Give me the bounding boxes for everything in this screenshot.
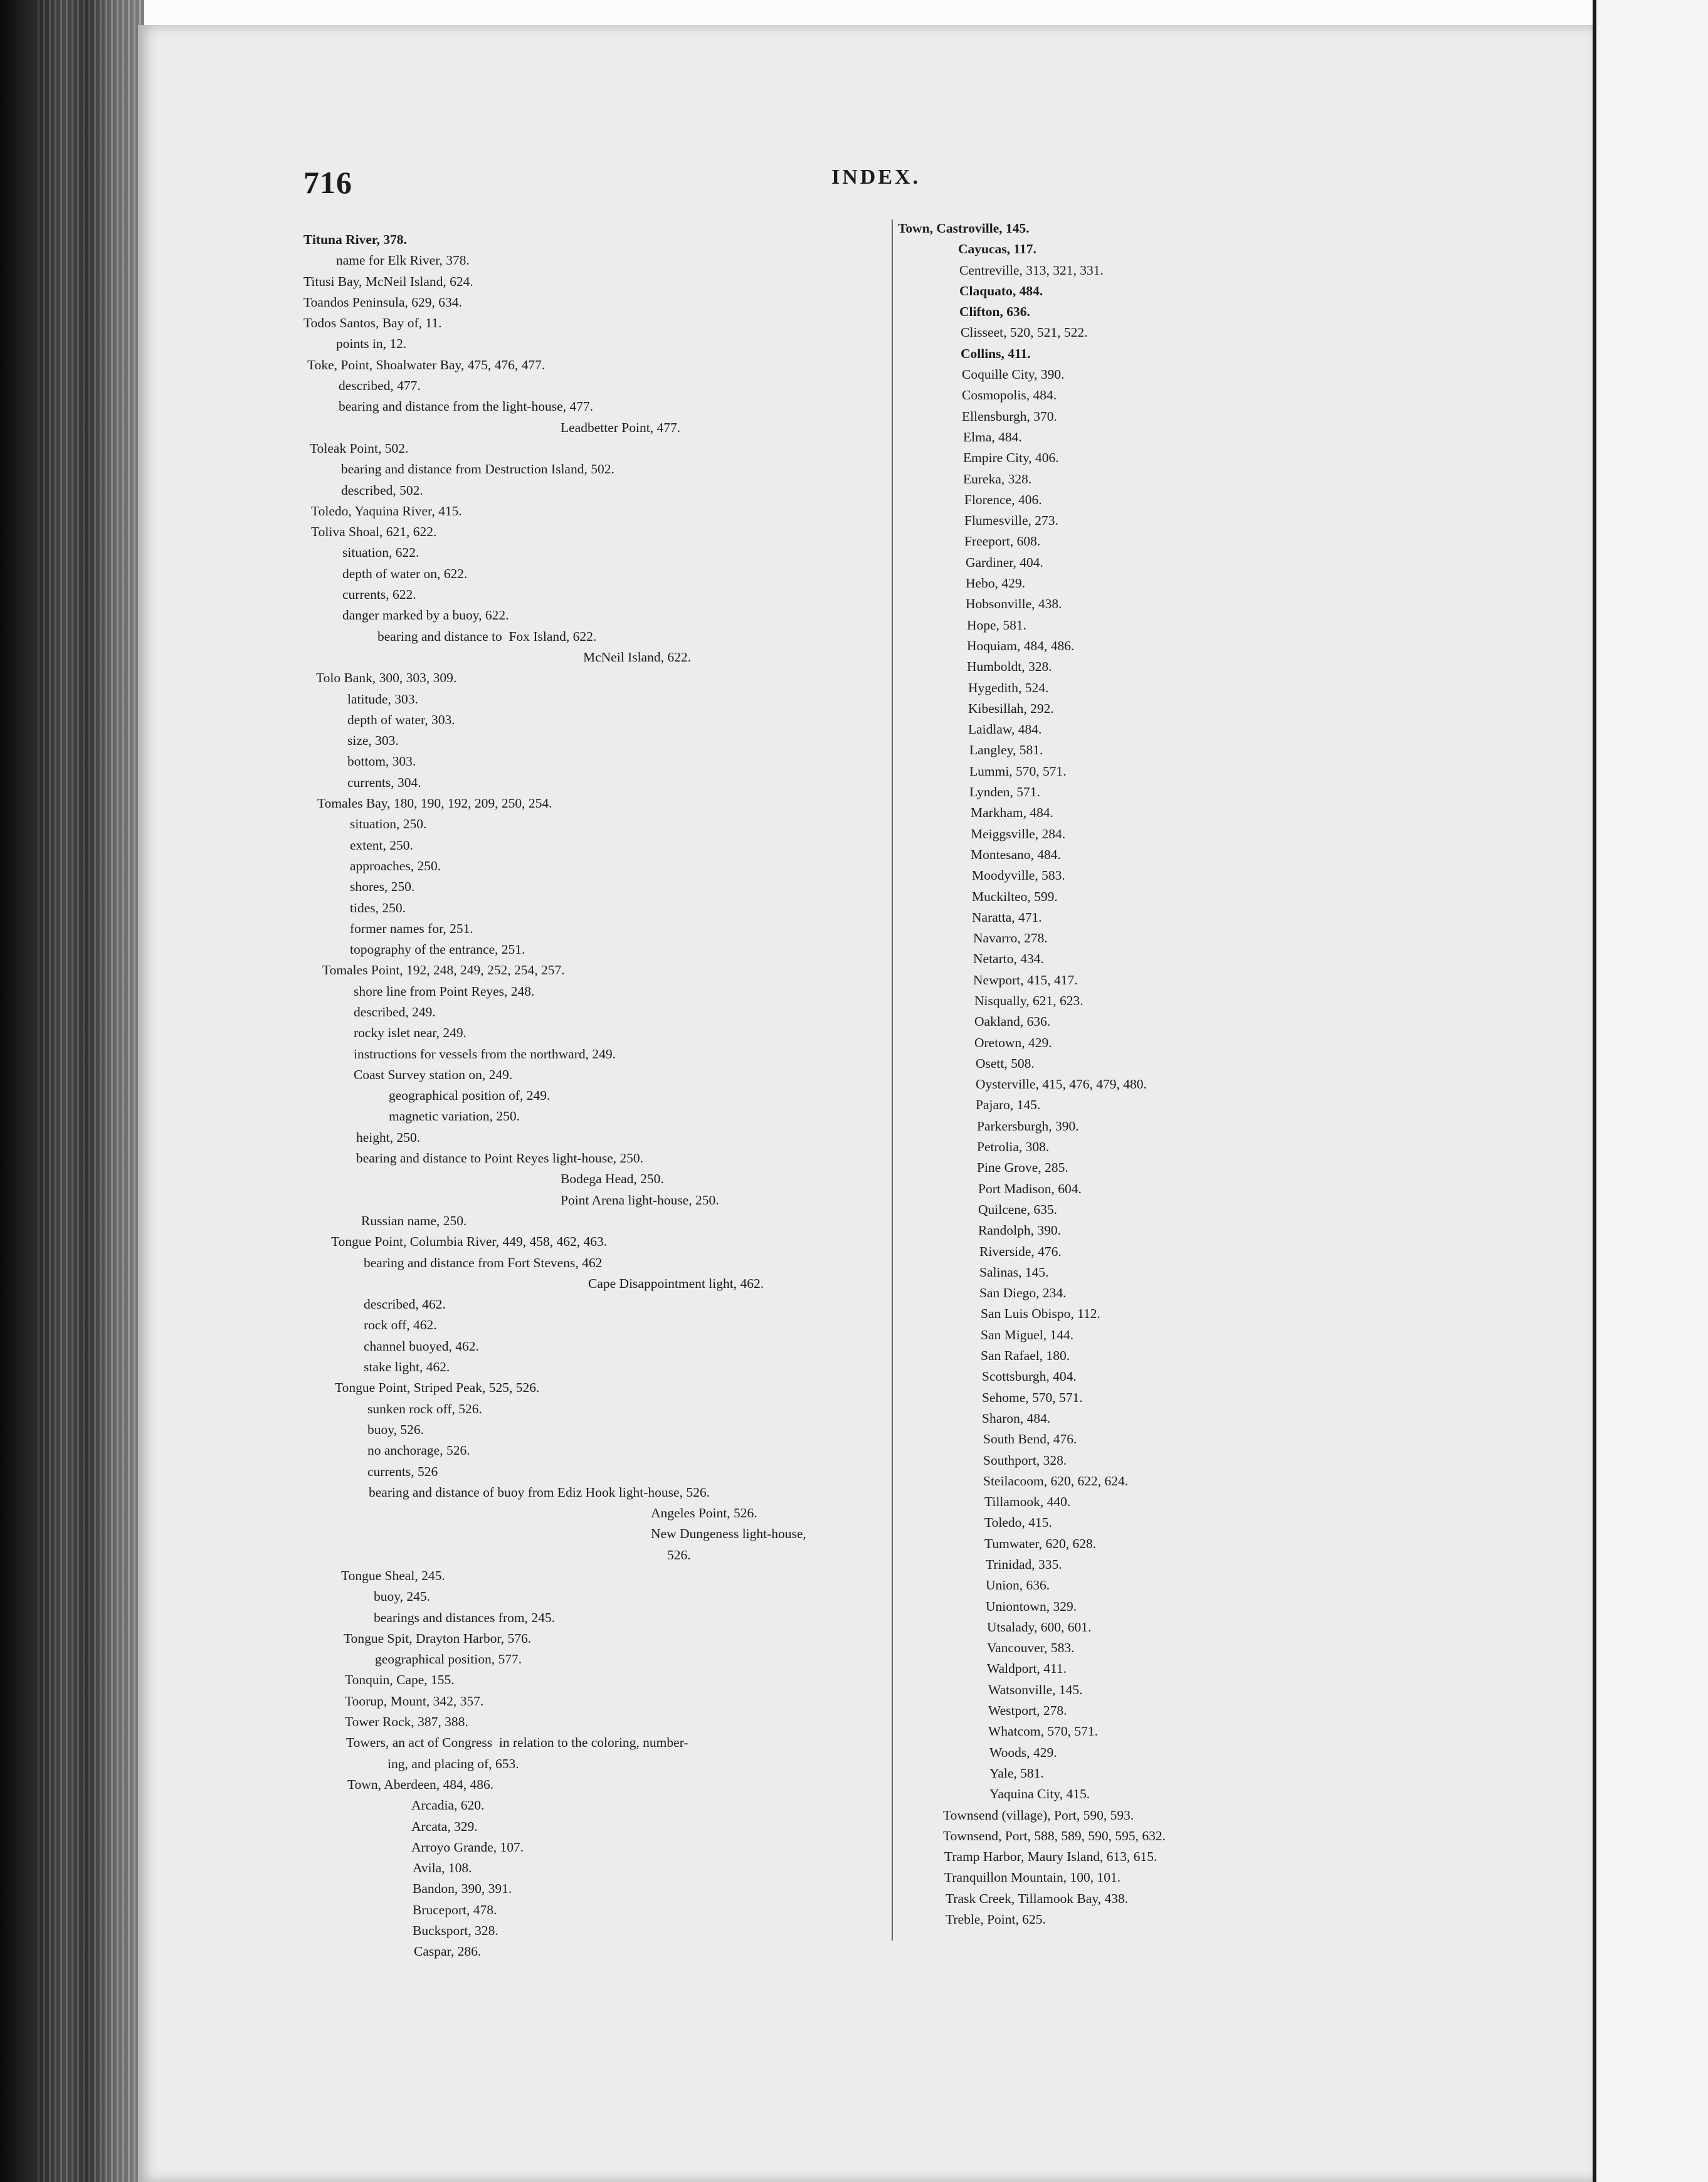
index-entry: Townsend, Port, 588, 589, 590, 595, 632. [943, 1828, 1166, 1843]
index-entry: Tituna River, 378. [303, 232, 407, 247]
index-entry: Bandon, 390, 391. [413, 1881, 512, 1897]
index-entry: Salinas, 145. [979, 1264, 1049, 1280]
index-entry: bearing and distance to Fox Island, 622. [377, 628, 597, 644]
index-entry: depth of water on, 622. [342, 566, 468, 581]
index-entry: Whatcom, 570, 571. [988, 1724, 1098, 1739]
index-entry: 526. [667, 1547, 691, 1563]
index-entry: extent, 250. [350, 837, 413, 853]
index-entry: Trask Creek, Tillamook Bay, 438. [946, 1890, 1129, 1906]
index-entry: rocky islet near, 249. [354, 1025, 467, 1041]
index-entry: Port Madison, 604. [978, 1181, 1082, 1196]
index-entry: Tumwater, 620, 628. [984, 1536, 1097, 1551]
index-entry: Florence, 406. [964, 492, 1042, 507]
index-entry: Naratta, 471. [972, 909, 1042, 925]
index-entry: Toledo, Yaquina River, 415. [311, 503, 462, 519]
index-entry: bearing and distance from the light-house, 477. [339, 399, 594, 414]
index-entry: San Luis Obispo, 112. [981, 1306, 1100, 1322]
index-entry: Oretown, 429. [974, 1035, 1052, 1050]
index-entry: Todos Santos, Bay of, 11. [303, 315, 442, 331]
index-entry: stake light, 462. [364, 1359, 450, 1375]
index-entry: Freeport, 608. [964, 534, 1041, 549]
index-entry: Sharon, 484. [982, 1410, 1051, 1426]
index-entry: buoy, 245. [374, 1589, 430, 1605]
index-entry: Caspar, 286. [414, 1944, 482, 1959]
index-entry: Hebo, 429. [966, 576, 1025, 591]
index-entry: bearing and distance from Destruction Island, 502. [341, 461, 614, 477]
index-entry: Flumesville, 273. [964, 513, 1058, 529]
page-top-margin [138, 0, 1593, 25]
index-entry: points in, 12. [336, 336, 407, 352]
index-entry: Empire City, 406. [963, 450, 1059, 466]
index-entry: Yaquina City, 415. [989, 1786, 1090, 1802]
index-entry: Angeles Point, 526. [651, 1505, 757, 1521]
index-entry: instructions for vessels from the northward, 249. [354, 1046, 616, 1062]
index-entry: bottom, 303. [347, 754, 416, 769]
index-entry: Pine Grove, 285. [977, 1160, 1068, 1176]
index-entry: Lynden, 571. [969, 784, 1040, 800]
index-entry: Clifton, 636. [959, 304, 1030, 320]
index-entry: shore line from Point Reyes, 248. [354, 983, 535, 999]
index-entry: Tomales Bay, 180, 190, 192, 209, 250, 254. [317, 796, 552, 811]
index-entry: bearings and distances from, 245. [374, 1610, 555, 1625]
index-entry: Arcata, 329. [411, 1818, 478, 1834]
index-entry: Gardiner, 404. [966, 554, 1043, 570]
index-entry: Toandos Peninsula, 629, 634. [303, 294, 462, 310]
index-entry: size, 303. [347, 733, 399, 749]
column-divider [892, 219, 893, 1941]
index-entry: Cayucas, 117. [958, 241, 1036, 257]
index-entry: Leadbetter Point, 477. [561, 419, 681, 435]
index-entry: described, 502. [341, 482, 423, 498]
index-entry: Woods, 429. [989, 1744, 1057, 1760]
book-page-edges [38, 0, 144, 2182]
index-entry: Eureka, 328. [963, 471, 1032, 487]
index-entry: ing, and placing of, 653. [387, 1756, 519, 1771]
index-entry: Randolph, 390. [978, 1223, 1061, 1238]
index-entry: Coast Survey station on, 249. [354, 1067, 513, 1082]
index-entry: Townsend (village), Port, 590, 593. [943, 1807, 1134, 1823]
index-entry: Southport, 328. [983, 1452, 1067, 1468]
index-entry: Langley, 581. [969, 742, 1043, 758]
index-entry: Petrolia, 308. [977, 1139, 1050, 1155]
index-entry: name for Elk River, 378. [336, 253, 470, 268]
index-entry: danger marked by a buoy, 622. [342, 608, 509, 623]
index-entry: Lummi, 570, 571. [969, 763, 1067, 779]
index-entry: buoy, 526. [367, 1421, 424, 1437]
index-entry: Utsalady, 600, 601. [987, 1619, 1092, 1635]
index-entry: Tonquin, Cape, 155. [345, 1672, 455, 1688]
index-entry: Osett, 508. [976, 1055, 1035, 1071]
index-entry: Toke, Point, Shoalwater Bay, 475, 476, 477. [307, 357, 546, 372]
index-entry: Sehome, 570, 571. [982, 1389, 1083, 1405]
index-entry: Claquato, 484. [959, 283, 1043, 298]
index-entry: latitude, 303. [347, 691, 418, 707]
index-entry: Uniontown, 329. [986, 1598, 1077, 1614]
index-entry: Tongue Point, Columbia River, 449, 458, 462, 463. [331, 1234, 608, 1250]
index-entry: Tillamook, 440. [984, 1494, 1071, 1510]
index-entry: Ellensburgh, 370. [962, 408, 1057, 424]
index-entry: currents, 622. [342, 587, 416, 603]
index-entry: shores, 250. [350, 879, 415, 895]
index-entry: McNeil Island, 622. [583, 649, 691, 665]
index-entry: Trinidad, 335. [986, 1557, 1062, 1572]
index-entry: situation, 622. [342, 545, 419, 561]
index-entry: Titusi Bay, McNeil Island, 624. [303, 273, 473, 289]
index-entry: Union, 636. [986, 1578, 1050, 1593]
index-entry: Toliva Shoal, 621, 622. [311, 524, 437, 540]
index-entry: Westport, 278. [988, 1703, 1067, 1719]
index-entry: Coquille City, 390. [962, 367, 1065, 382]
index-entry: Tongue Spit, Drayton Harbor, 576. [344, 1630, 532, 1646]
index-entry: Navarro, 278. [973, 930, 1048, 946]
index-entry: no anchorage, 526. [367, 1443, 470, 1458]
index-entry: Town, Aberdeen, 484, 486. [347, 1776, 494, 1792]
index-entry: Riverside, 476. [979, 1243, 1062, 1259]
index-entry: Point Arena light-house, 250. [561, 1192, 719, 1208]
index-entry: situation, 250. [350, 816, 427, 832]
index-entry: Meiggsville, 284. [971, 826, 1066, 841]
index-entry: Hope, 581. [967, 617, 1026, 633]
index-entry: height, 250. [356, 1129, 421, 1145]
index-entry: Muckilteo, 599. [972, 888, 1058, 904]
index-entry: Town, Castroville, 145. [898, 221, 1030, 236]
index-entry: bearing and distance of buoy from Ediz Hook light-house, 526. [369, 1484, 710, 1500]
index-entry: Nisqually, 621, 623. [974, 993, 1083, 1008]
index-entry: Cosmopolis, 484. [962, 387, 1057, 403]
index-entry: sunken rock off, 526. [367, 1401, 482, 1416]
index-entry: described, 462. [364, 1297, 446, 1312]
index-entry: former names for, 251. [350, 920, 473, 936]
index-entry: magnetic variation, 250. [389, 1109, 520, 1124]
index-entry: Hobsonville, 438. [966, 596, 1062, 612]
index-entry: geographical position, 577. [375, 1652, 522, 1667]
index-entry: Oakland, 636. [974, 1014, 1051, 1030]
index-entry: Russian name, 250. [361, 1213, 467, 1228]
index-entry: Tower Rock, 387, 388. [345, 1714, 468, 1730]
index-entry: Laidlaw, 484. [968, 722, 1042, 737]
index-entry: currents, 304. [347, 774, 421, 790]
index-entry: Toleak Point, 502. [310, 440, 409, 456]
index-entry: San Diego, 234. [979, 1285, 1067, 1301]
index-entry: Watsonville, 145. [988, 1682, 1083, 1697]
index-entry: Treble, Point, 625. [946, 1912, 1046, 1927]
index-entry: currents, 526 [367, 1463, 438, 1479]
index-entry: Tomales Point, 192, 248, 249, 252, 254, 257. [322, 962, 565, 978]
index-entry: Kibesillah, 292. [968, 700, 1054, 716]
index-entry: Quilcene, 635. [978, 1201, 1057, 1217]
index-entry: approaches, 250. [350, 858, 441, 873]
index-entry: Bucksport, 328. [413, 1923, 498, 1939]
index-entry: Clisseet, 520, 521, 522. [961, 325, 1088, 340]
index-entry: Arroyo Grande, 107. [411, 1839, 524, 1855]
index-entry: tides, 250. [350, 900, 406, 915]
index-entry: topography of the entrance, 251. [350, 942, 525, 957]
index-entry: Waldport, 411. [987, 1661, 1067, 1677]
index-entry: Tolo Bank, 300, 303, 309. [316, 670, 457, 686]
index-entry: Arcadia, 620. [411, 1798, 485, 1813]
index-entry: Oysterville, 415, 476, 479, 480. [976, 1077, 1147, 1092]
index-entry: Montesano, 484. [971, 846, 1061, 862]
index-entry: Steilacoom, 620, 622, 624. [983, 1473, 1129, 1489]
index-entry: San Miguel, 144. [981, 1327, 1074, 1342]
adjacent-page-edge [1593, 0, 1708, 2182]
index-entry: bearing and distance to Point Reyes light-house, 250. [356, 1151, 643, 1166]
page-number: 716 [303, 165, 352, 200]
index-entry: Bodega Head, 250. [561, 1171, 664, 1187]
index-entry: bearing and distance from Fort Stevens, 462 [364, 1255, 603, 1270]
index-entry: Tongue Point, Striped Peak, 525, 526. [335, 1380, 540, 1396]
left-index-column [303, 229, 806, 1963]
index-entry: described, 477. [339, 378, 421, 394]
index-entry: Cape Disappointment light, 462. [588, 1275, 764, 1291]
index-entry: San Rafael, 180. [981, 1348, 1070, 1364]
index-entry: Collins, 411. [961, 345, 1031, 361]
index-entry: Avila, 108. [413, 1860, 472, 1876]
index-entry: Vancouver, 583. [987, 1640, 1075, 1656]
index-entry: South Bend, 476. [983, 1431, 1077, 1447]
index-entry: Newport, 415, 417. [973, 972, 1078, 988]
index-entry: Markham, 484. [971, 805, 1053, 821]
index-entry: Tramp Harbor, Maury Island, 613, 615. [944, 1849, 1157, 1865]
index-entry: Tongue Sheal, 245. [341, 1568, 445, 1583]
index-entry: Moodyville, 583. [972, 868, 1065, 883]
index-entry: Scottsburgh, 404. [982, 1369, 1077, 1384]
index-entry: Pajaro, 145. [976, 1097, 1041, 1113]
index-entry: Toorup, Mount, 342, 357. [345, 1693, 484, 1709]
index-entry: Yale, 581. [989, 1765, 1044, 1781]
index-entry: Netarto, 434. [973, 951, 1044, 967]
index-entry: geographical position of, 249. [389, 1088, 551, 1104]
index-entry: rock off, 462. [364, 1317, 437, 1333]
index-entry: Tranquillon Mountain, 100, 101. [944, 1870, 1121, 1885]
right-index-column [898, 218, 1166, 1930]
index-entry: channel buoyed, 462. [364, 1338, 479, 1354]
index-entry: depth of water, 303. [347, 712, 455, 727]
running-head: INDEX. [831, 166, 921, 189]
index-entry: Bruceport, 478. [413, 1902, 497, 1917]
index-entry: Towers, an act of Congress in relation to the coloring, number- [346, 1735, 688, 1751]
index-entry: Elma, 484. [963, 429, 1022, 445]
index-entry: Centreville, 313, 321, 331. [959, 262, 1104, 278]
index-entry: Humboldt, 328. [967, 659, 1052, 675]
index-entry: described, 249. [354, 1004, 436, 1020]
index-entry: Hoquiam, 484, 486. [967, 638, 1075, 653]
index-entry: Toledo, 415. [984, 1515, 1052, 1531]
index-entry: New Dungeness light-house, [651, 1526, 806, 1542]
index-entry: Parkersburgh, 390. [977, 1118, 1079, 1134]
index-entry: Hygedith, 524. [968, 680, 1049, 695]
